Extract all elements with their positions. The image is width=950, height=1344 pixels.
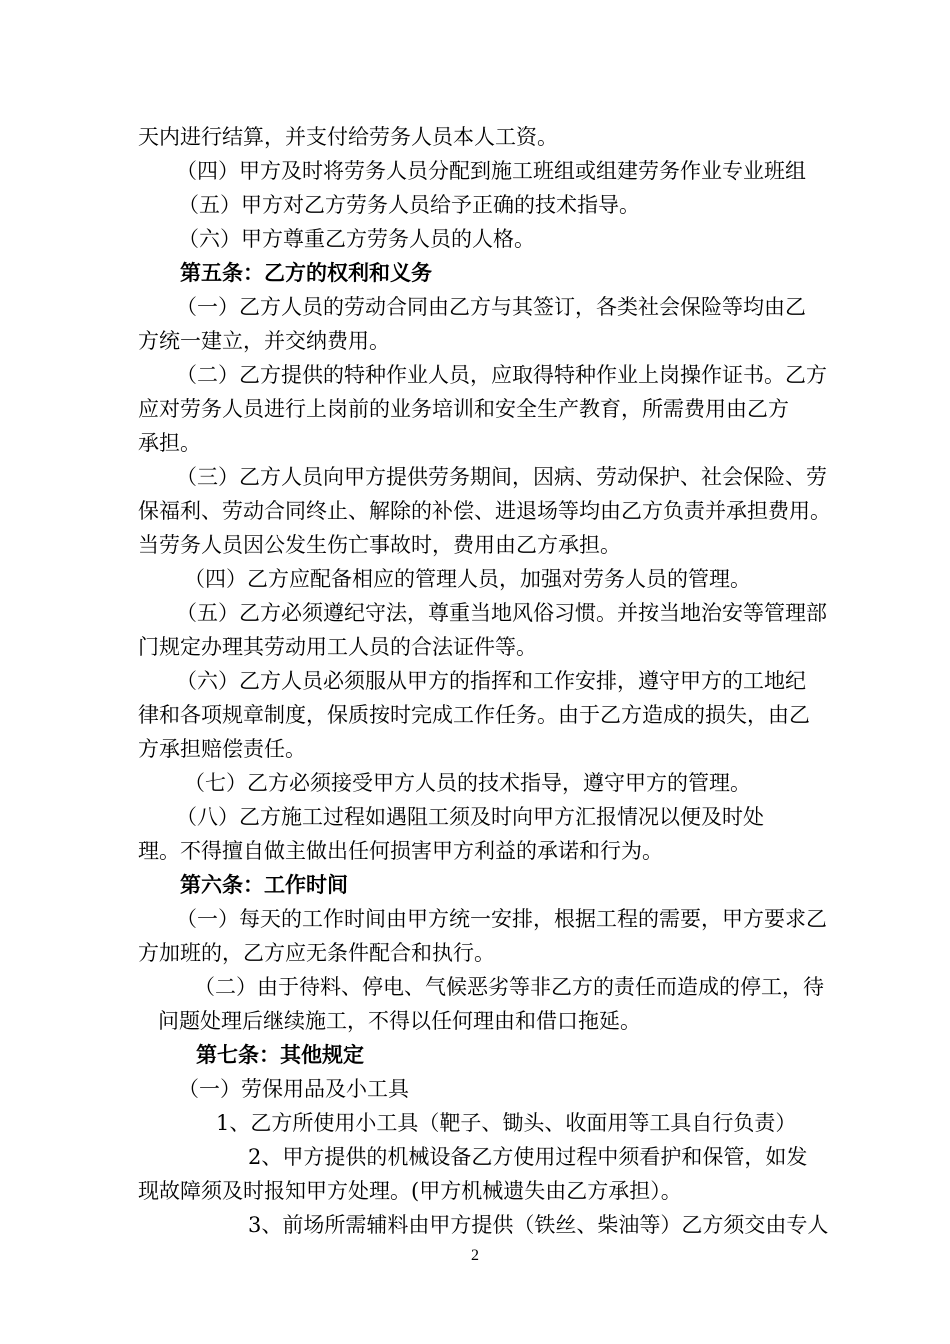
paragraph-line: 方加班的，乙方应无条件配合和执行。 [138,941,495,965]
paragraph-line: （二）乙方提供的特种作业人员，应取得特种作业上岗操作证书。乙方 [176,363,827,387]
paragraph-line: 应对劳务人员进行上岗前的业务培训和安全生产教育，所需费用由乙方 [138,397,789,421]
paragraph-line: （一）劳保用品及小工具 [178,1077,409,1101]
paragraph-line: 2、甲方提供的机械设备乙方使用过程中须看护和保管，如发 [248,1145,808,1169]
paragraph-line: （四）乙方应配备相应的管理人员，加强对劳务人员的管理。 [184,567,751,591]
paragraph-line: （五）甲方对乙方劳务人员给予正确的技术指导。 [178,193,640,217]
paragraph-line: 3、前场所需辅料由甲方提供（铁丝、柴油等）乙方须交由专人 [248,1213,829,1237]
paragraph-line: 承担。 [138,431,201,455]
paragraph-line: （一）乙方人员的劳动合同由乙方与其签订，各类社会保险等均由乙 [176,295,806,319]
paragraph-line: （八）乙方施工过程如遇阻工须及时向甲方汇报情况以便及时处 [176,805,764,829]
paragraph-line: 方统一建立，并交纳费用。 [138,329,390,353]
paragraph-line: （六）乙方人员必须服从甲方的指挥和工作安排，遵守甲方的工地纪 [176,669,806,693]
section-heading: 第五条：乙方的权利和义务 [180,260,432,285]
paragraph-line: （三）乙方人员向甲方提供劳务期间，因病、劳动保护、社会保险、劳 [176,465,827,489]
page-number: 2 [471,1247,479,1264]
paragraph-line: 保福利、劳动合同终止、解除的补偿、进退场等均由乙方负责并承担费用。 [138,499,831,523]
paragraph-line: （二）由于待料、停电、气候恶劣等非乙方的责任而造成的停工，待 [194,975,824,999]
paragraph-line: 1、乙方所使用小工具（靶子、锄头、收面用等工具自行负责） [216,1111,797,1135]
paragraph-line: 当劳务人员因公发生伤亡事故时，费用由乙方承担。 [138,533,621,557]
paragraph-line: 现故障须及时报知甲方处理。(甲方机械遗失由乙方承担）。 [138,1179,682,1203]
section-heading: 第七条：其他规定 [196,1042,364,1067]
paragraph-line: 门规定办理其劳动用工人员的合法证件等。 [138,635,537,659]
paragraph-line: 方承担赔偿责任。 [138,737,306,761]
paragraph-line: （一）每天的工作时间由甲方统一安排，根据工程的需要，甲方要求乙 [176,907,827,931]
paragraph-line: 理。不得擅自做主做出任何损害甲方利益的承诺和行为。 [138,839,663,863]
paragraph-line: （六）甲方尊重乙方劳务人员的人格。 [178,227,535,251]
paragraph-line: 天内进行结算，并支付给劳务人员本人工资。 [138,125,558,149]
section-heading: 第六条：工作时间 [180,872,348,897]
paragraph-line: （七）乙方必须接受甲方人员的技术指导，遵守甲方的管理。 [184,771,751,795]
paragraph-line: 问题处理后继续施工，不得以任何理由和借口拖延。 [158,1009,641,1033]
paragraph-line: （四）甲方及时将劳务人员分配到施工班组或组建劳务作业专业班组 [176,159,806,183]
paragraph-line: （五）乙方必须遵纪守法，尊重当地风俗习惯。并按当地治安等管理部 [176,601,827,625]
paragraph-line: 律和各项规章制度，保质按时完成工作任务。由于乙方造成的损失，由乙 [138,703,810,727]
